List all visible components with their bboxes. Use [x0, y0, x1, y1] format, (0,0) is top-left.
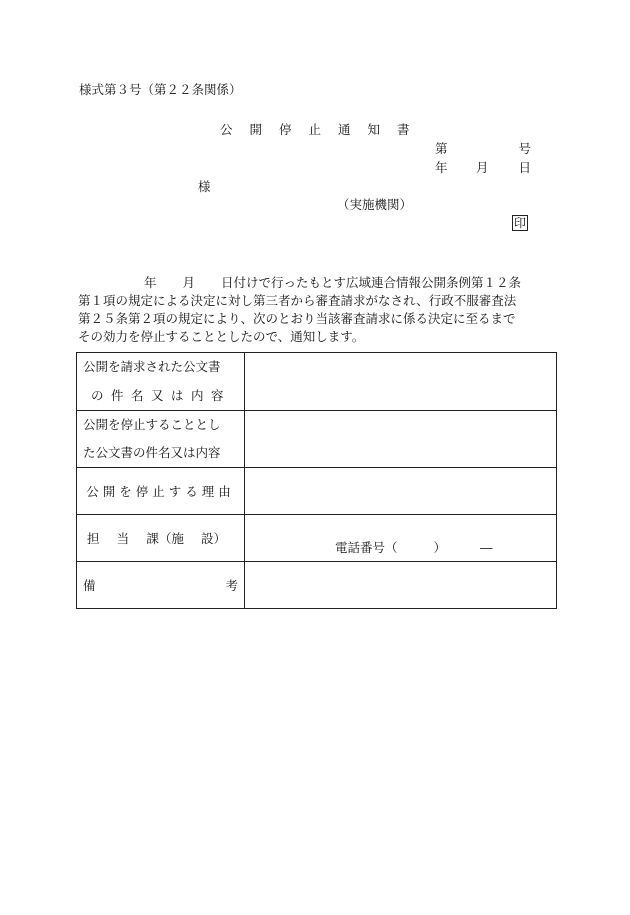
notice-body	[78, 274, 558, 346]
remarks-label-left: 備	[83, 578, 96, 593]
table-row	[77, 411, 557, 468]
phone-number-line	[335, 538, 493, 556]
table-row	[77, 515, 557, 562]
responsible-section-label-part: 当	[116, 531, 130, 546]
requested-document-value[interactable]	[245, 353, 557, 411]
notice-details-table	[76, 352, 557, 609]
suspended-document-value[interactable]	[245, 411, 557, 468]
seal-stamp-box	[512, 215, 528, 231]
responsible-section-value[interactable]	[245, 515, 557, 562]
addressee: 様	[198, 179, 211, 194]
document-title: 公開停止通知書	[220, 122, 427, 137]
suspended-document-label-line1: 公開を停止することとし	[83, 416, 221, 432]
suspension-reason-label: 公開を停止する理由	[77, 468, 245, 515]
requested-document-label-line1: 公開を請求された公文書	[83, 359, 221, 374]
requested-document-label-line2: の件名又は内容	[91, 387, 232, 403]
responsible-section-label-part: 担	[87, 531, 100, 546]
suspension-reason-value[interactable]	[245, 468, 557, 515]
date-year: 年	[435, 160, 448, 175]
remarks-label-right: 考	[225, 578, 238, 593]
body-line-4: その効力を停止することとしたので、通知します。	[78, 329, 365, 344]
suspended-document-label-line2: た公文書の件名又は内容	[83, 445, 221, 460]
remarks-label	[77, 562, 245, 609]
remarks-value[interactable]	[245, 562, 557, 609]
phone-dash: ―	[480, 540, 493, 555]
seal-label: 印	[513, 216, 526, 230]
issuing-agency: （実施機関）	[337, 197, 413, 212]
body-line-1	[78, 274, 558, 292]
table-row	[77, 468, 557, 515]
body-month: 月	[182, 275, 196, 290]
form-number: 様式第３号（第２２条関係）	[79, 82, 242, 97]
date-day: 日	[518, 160, 531, 175]
phone-label: 電話番号（	[335, 540, 398, 555]
responsible-section-label-part: 設）	[200, 531, 226, 546]
body-year: 年	[144, 275, 157, 290]
date-month: 月	[476, 160, 489, 175]
responsible-section-label-part: 課（施	[146, 531, 184, 546]
body-line-3: 第２５条第２項の規定により、次のとおり当該審査請求に係る決定に至るまで	[78, 311, 516, 326]
body-line-1-rest: 日付けで行ったもとす広域連合情報公開条例第１２条	[221, 275, 522, 290]
phone-close-paren: ）	[433, 540, 447, 555]
body-line-2: 第１項の規定による決定に対し第三者から審査請求がなされ、行政不服審査法	[78, 293, 517, 308]
number-suffix: 号	[518, 141, 531, 156]
table-row	[77, 353, 557, 411]
number-prefix: 第	[435, 141, 448, 156]
suspended-document-label	[77, 411, 245, 468]
responsible-section-label	[77, 515, 245, 562]
table-row	[77, 562, 557, 609]
requested-document-label	[77, 353, 245, 411]
